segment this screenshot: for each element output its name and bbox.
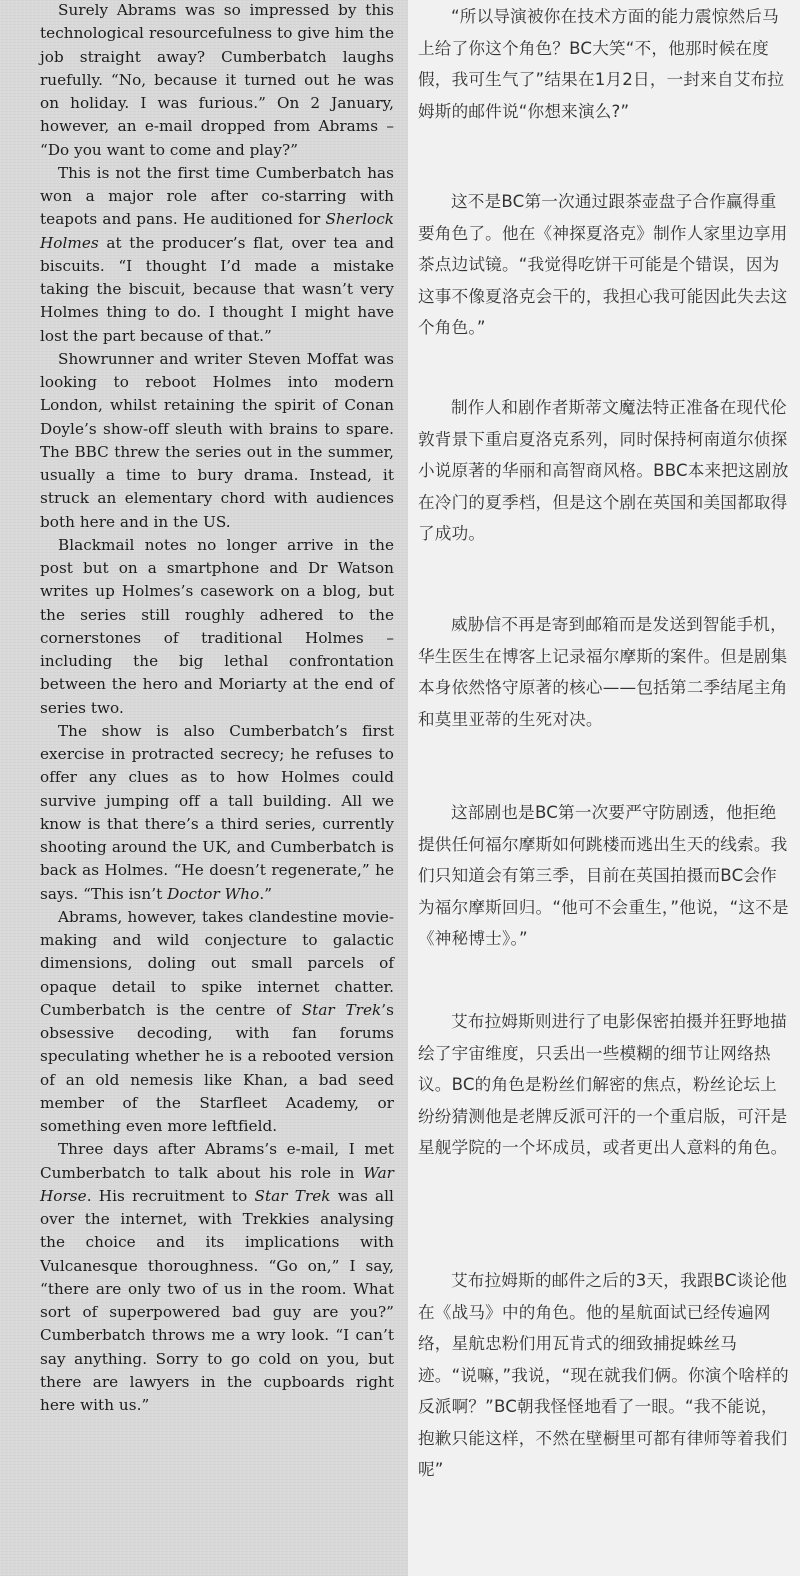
english-paragraph-5: The show is also Cumberbatch’s first exercise in protracted secrecy; he refuses to offer any clues as to how Holmes could survive jumping off a tall building. All we know is that there’s a third series, currently shooting around the UK, and Cumberbatch is back as Holmes. “He doesn’t regenerate,” he says. “This isn’t Doctor Who.” [40, 721, 394, 903]
chinese-paragraph-4: 威胁信不再是寄到邮箱而是发送到智能手机，华生医生在博客上记录福尔摩斯的案件。但是剧集本身依然恪守原著的核心——包括第二季结尾主角和莫里亚蒂的生死对决。 [418, 615, 788, 729]
english-paragraph-1: Surely Abrams was so impressed by this technological resourcefulness to give him the job straight away? Cumberbatch laughs ruefully. “No, because it turned out he was on holiday. I was furious.” On 2 January, however, an e-mail dropped from Abrams – “Do you want to come and play?” [40, 1, 394, 159]
english-paragraph-6: Abrams, however, takes clandestine movie-making and wild conjecture to galactic dimensions, doling out small parcels of opaque detail to spike internet chatter. Cumberbatch is the centre of Star Trek’s obsessive decoding, with fan forums speculating whether he is a rebooted version of an old nemesis like Khan, a bad seed member of the Starfleet Academy, or something even more leftfield. [40, 907, 394, 1135]
chinese-paragraph-1: “所以导演被你在技术方面的能力震惊然后马上给了你这个角色？BC大笑“不，他那时候在度假，我可生气了”结果在1月2日，一封来自艾布拉姆斯的邮件说“你想来演么?” [418, 7, 785, 121]
english-paragraph-2: This is not the first time Cumberbatch has won a major role after co-starring with teapots and pans. He auditioned for Sherlock Holmes at the producer’s flat, over tea and biscuits. “I thought I’d made a mistake taking the biscuit, because that wasn’t very Holmes thing to do. I thought I might have lost the part because of that.” [40, 163, 394, 345]
italic-title: Star Trek [301, 1000, 382, 1019]
chinese-translation-column [408, 0, 800, 1576]
english-paragraph-4: Blackmail notes no longer arrive in the post but on a smartphone and Dr Watson writes up Holmes’s casework on a blog, but the series still roughly adhered to the cornerstones of traditional Holmes – including the big lethal confrontation between the hero and Moriarty at the end of series two. [40, 535, 394, 717]
italic-title: Sherlock Holmes [40, 210, 394, 252]
chinese-paragraph-5: 这部剧也是BC第一次要严守防剧透，他拒绝提供任何福尔摩斯如何跳楼而逃出生天的线索。我们只知道会有第三季，目前在英国拍摄而BC会作为福尔摩斯回归。“他可不会重生，”他说，“这不是《神秘博士》。” [418, 803, 789, 948]
english-paragraph-7: Three days after Abrams’s e-mail, I met Cumberbatch to talk about his role in War Horse. His recruitment to Star Trek was all over the internet, with Trekkies analysing the choice and its implications with Vulcanesque thoroughness. “Go on,” I say, “there are only two of us in the room. What sort of superpowered bad guy are you?” Cumberbatch throws me a wry look. “I can’t say anything. Sorry to go cold on you, but there are lawyers in the cupboards right here with us.” [40, 1140, 394, 1414]
italic-title: Star Trek [254, 1186, 331, 1205]
chinese-paragraph-3: 制作人和剧作者斯蒂文魔法特正准备在现代伦敦背景下重启夏洛克系列，同时保持柯南道尔侦探小说原著的华丽和高智商风格。BBC本来把这剧放在冷门的夏季档，但是这个剧在英国和美国都取得了成功。 [418, 398, 789, 543]
english-paragraph-3: Showrunner and writer Steven Moffat was looking to reboot Holmes into modern London, whilst retaining the spirit of Conan Doyle’s show-off sleuth with brains to spare. The BBC threw the series out in the summer, usually a time to bury drama. Instead, it struck an elementary chord with audiences both here and in the US. [40, 349, 394, 531]
italic-title: War Horse [40, 1163, 394, 1205]
chinese-paragraph-2: 这不是BC第一次通过跟茶壶盘子合作赢得重要角色了。他在《神探夏洛克》制作人家里边享用茶点边试镜。“我觉得吃饼干可能是个错误，因为这事不像夏洛克会干的，我担心我可能因此失去这个角色。” [418, 192, 788, 337]
italic-title: Doctor Who [167, 884, 260, 903]
chinese-paragraph-7: 艾布拉姆斯的邮件之后的3天，我跟BC谈论他在《战马》中的角色。他的星航面试已经传遍网络，星航忠粉们用瓦肯式的细致捕捉蛛丝马迹。“说嘛，”我说，“现在就我们俩。你演个啥样的反派啊？”BC朝我怪怪地看了一眼。“我不能说，抱歉只能这样，不然在壁橱里可都有律师等着我们呢” [418, 1271, 789, 1479]
chinese-paragraph-6: 艾布拉姆斯则进行了电影保密拍摄并狂野地描绘了宇宙维度，只丢出一些模糊的细节让网络热议。BC的角色是粉丝们解密的焦点，粉丝论坛上纷纷猜测他是老牌反派可汗的一个重启版，可汗是星舰学院的一个坏成员，或者更出人意料的角色。 [418, 1012, 788, 1157]
